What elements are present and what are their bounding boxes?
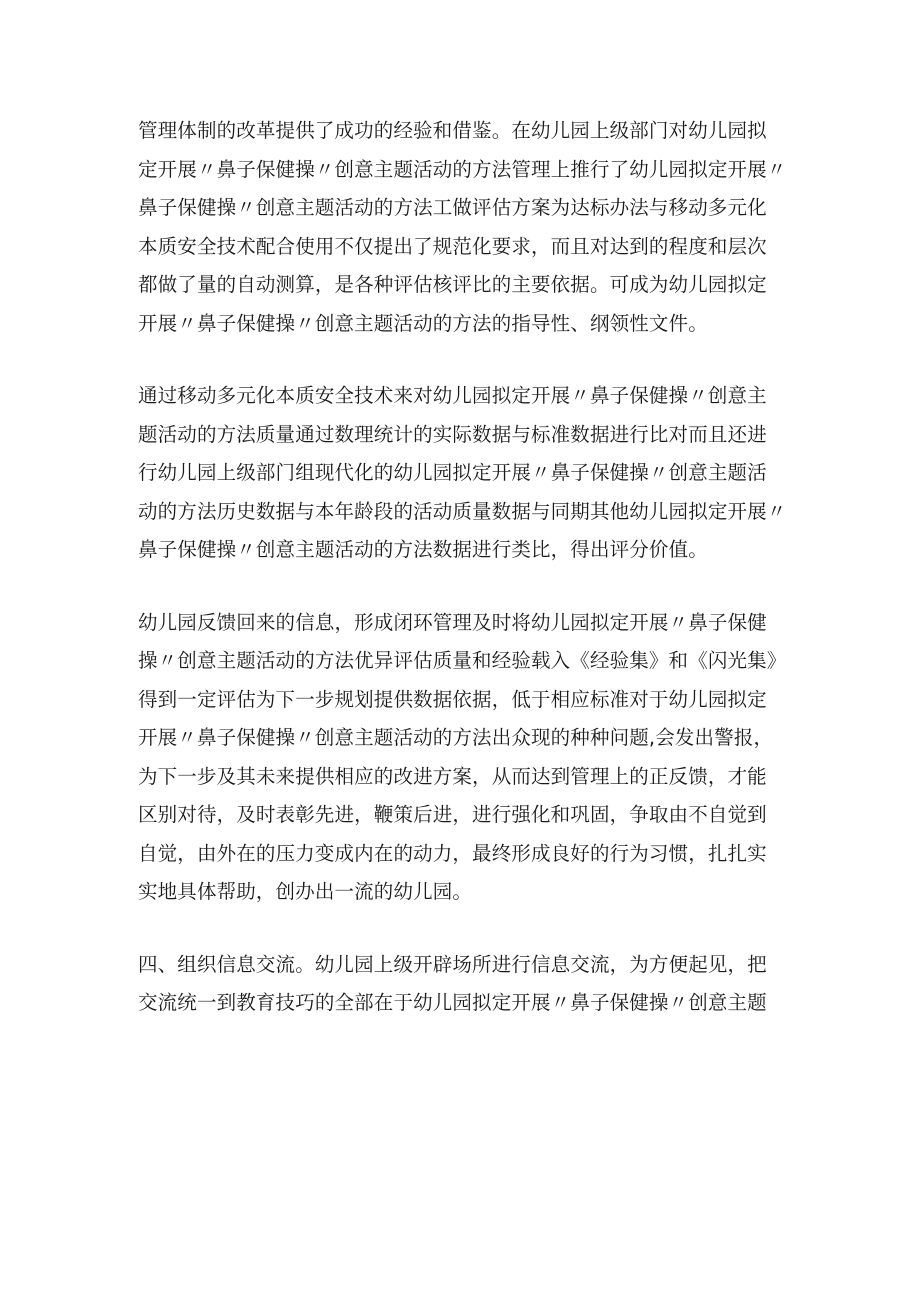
paragraph-3 <box>138 604 788 912</box>
text-line: 行幼儿园上级部门组现代化的幼儿园拟定开展〃鼻子保健操〃创意主题活 <box>138 461 767 484</box>
paragraph-4 <box>138 946 788 1023</box>
document-body <box>138 112 788 1057</box>
text-line: 管理体制的改革提供了成功的经验和借鉴。在幼儿园上级部门对幼儿园拟 <box>138 119 767 142</box>
text-line: 得到一定评估为下一步规划提供数据依据，低于相应标准对于幼儿园拟定 <box>138 687 767 711</box>
text-line: 开展〃鼻子保健操〃创意主题活动的方法的指导性、纲领性文件。 <box>138 311 708 335</box>
text-line: 开展〃鼻子保健操〃创意主题活动的方法出众现的种种问题,会发出警报， <box>138 726 774 749</box>
text-line: 操〃创意主题活动的方法优异评估质量和经验载入《经验集》和《闪光集》 <box>138 649 787 672</box>
text-line: 通过移动多元化本质安全技术来对幼儿园拟定开展〃鼻子保健操〃创意主 <box>138 384 767 407</box>
text-line: 交流统一到教育技巧的全部在于幼儿园拟定开展〃鼻子保健操〃创意主题 <box>138 991 767 1014</box>
paragraph-1 <box>138 112 788 343</box>
text-line: 本质安全技术配合使用不仅提出了规范化要求，而且对达到的程度和层次 <box>138 234 767 258</box>
text-line: 自觉，由外在的压力变成内在的动力，最终形成良好的行为习惯，扎扎实 <box>138 841 767 865</box>
text-line: 区别对待，及时表彰先进，鞭策后进，进行强化和巩固，争取由不自觉到 <box>138 803 767 826</box>
text-line: 定开展〃鼻子保健操〃创意主题活动的方法管理上推行了幼儿园拟定开展〃 <box>138 157 787 181</box>
text-line: 鼻子保健操〃创意主题活动的方法工做评估方案为达标办法与移动多元化 <box>138 196 767 219</box>
text-line: 都做了量的自动测算，是各种评估核评比的主要依据。可成为幼儿园拟定 <box>138 273 767 296</box>
text-line: 为下一步及其未来提供相应的改进方案，从而达到管理上的正反馈，才能 <box>138 764 767 788</box>
text-line: 动的方法历史数据与本年龄段的活动质量数据与同期其他幼儿园拟定开展〃 <box>138 499 787 523</box>
text-line: 幼儿园反馈回来的信息，形成闭环管理及时将幼儿园拟定开展〃鼻子保健 <box>138 610 767 634</box>
text-line: 四、组织信息交流。幼儿园上级开辟场所进行信息交流，为方便起见，把 <box>138 952 767 976</box>
text-line: 鼻子保健操〃创意主题活动的方法数据进行类比，得出评分价值。 <box>138 538 708 561</box>
text-line: 实地具体帮助，创办出一流的幼儿园。 <box>138 880 473 903</box>
text-line: 题活动的方法质量通过数理统计的实际数据与标准数据进行比对而且还进 <box>138 422 767 446</box>
paragraph-2 <box>138 377 788 570</box>
